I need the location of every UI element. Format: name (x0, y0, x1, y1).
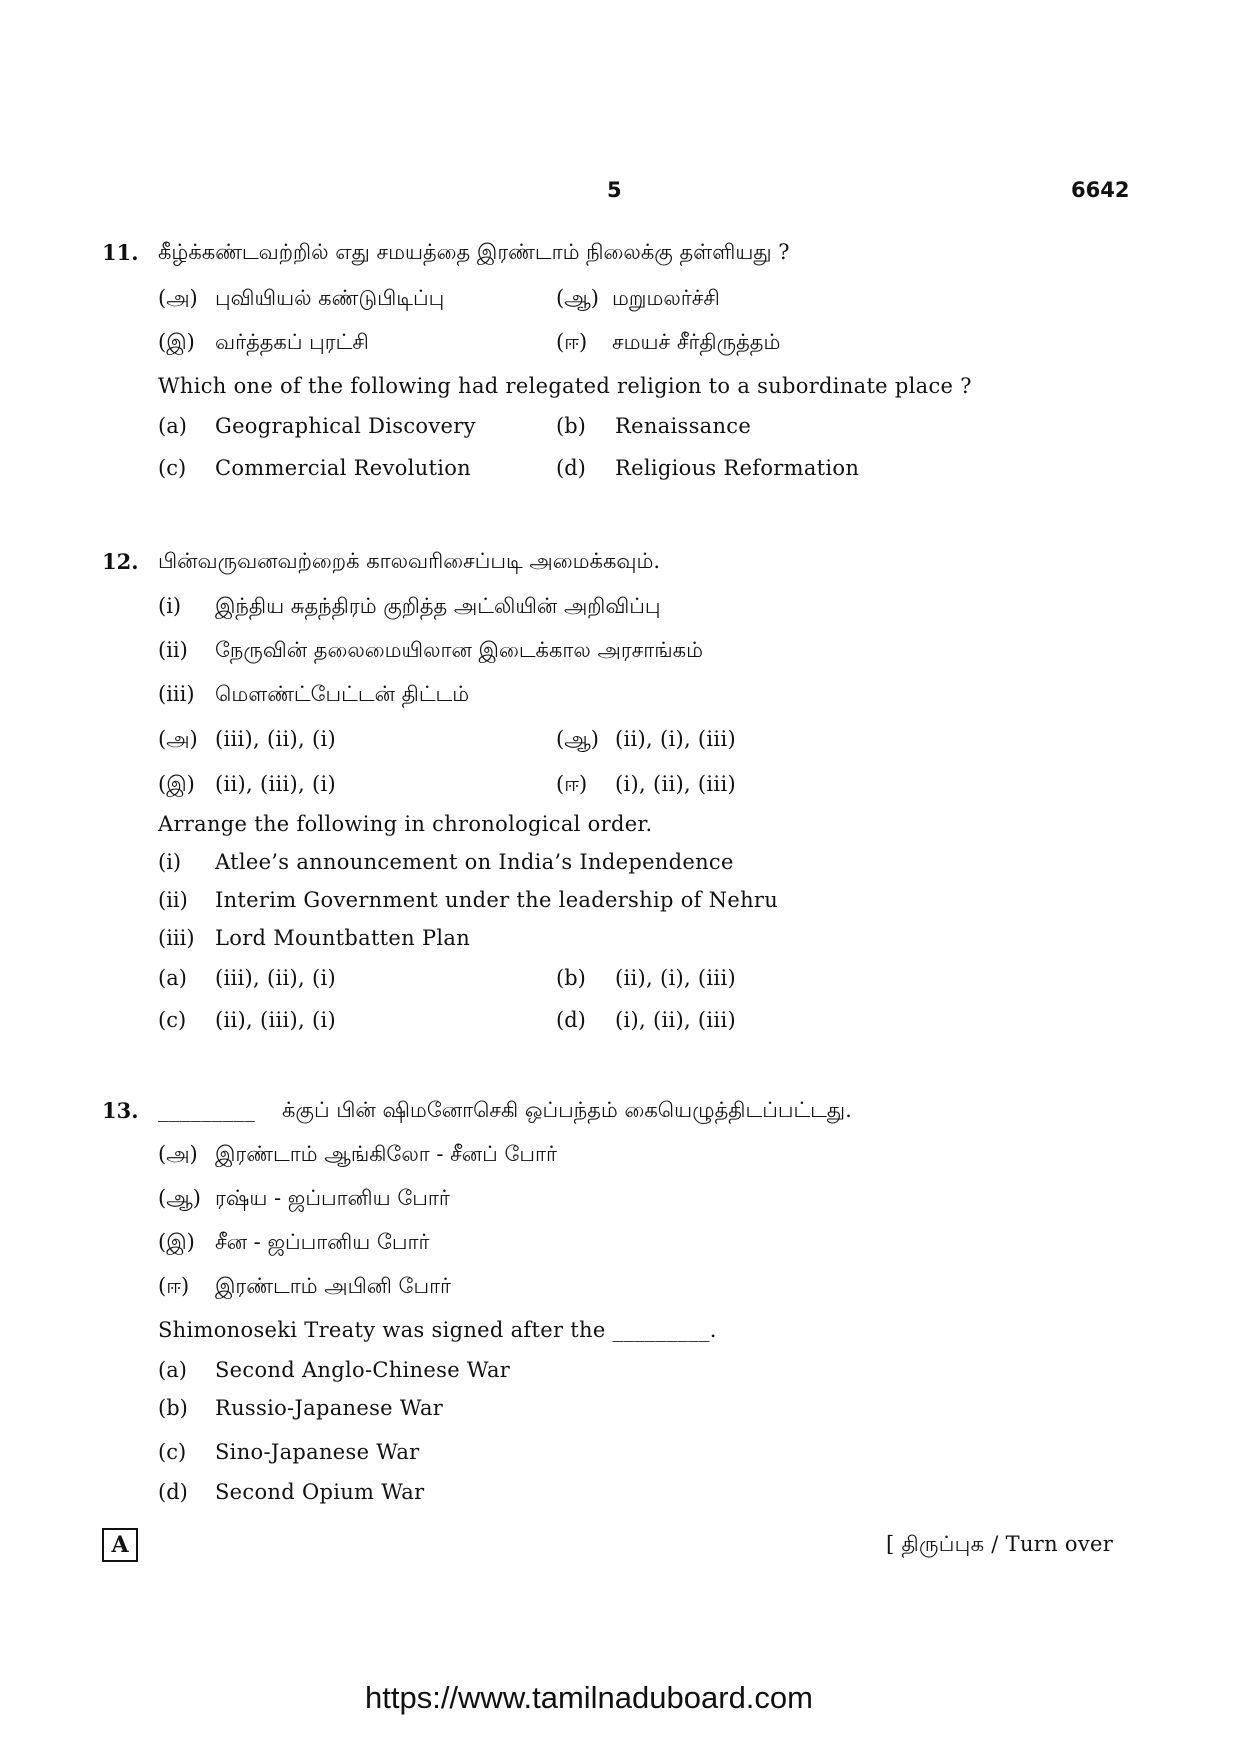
option-label: (அ) (158, 1142, 198, 1166)
option-label: (c) (158, 456, 187, 480)
option-text: Second Anglo-Chinese War (215, 1358, 511, 1382)
option-text: (i), (ii), (iii) (615, 772, 736, 796)
option-label: (அ) (158, 286, 198, 310)
set-letter-box: A (102, 1528, 138, 1562)
question-number: 12. (102, 549, 139, 574)
option-text: (ii), (i), (iii) (615, 727, 736, 751)
option-text: (ii), (iii), (i) (215, 772, 336, 796)
page-number: 5 (607, 178, 622, 202)
option-label: (a) (158, 414, 187, 438)
turn-over-text: [ திருப்புக / Turn over (886, 1532, 1114, 1556)
item-label: (i) (158, 850, 182, 874)
question-text-english: Which one of the following had relegated religion to a subordinate place ? (158, 374, 972, 398)
item-label: (i) (158, 594, 182, 618)
option-label: (ஈ) (556, 330, 588, 354)
option-label: (ஈ) (158, 1274, 190, 1298)
option-text: சமயச் சீர்திருத்தம் (612, 330, 781, 354)
question-text-tamil: க்குப் பின் ஷிமனோசெகி ஒப்பந்தம் கையெழுத்திடப்பட்டது. (282, 1098, 852, 1122)
option-label: (ஈ) (556, 772, 588, 796)
option-label: (c) (158, 1440, 187, 1464)
option-label: (b) (556, 966, 586, 990)
option-text: Religious Reformation (615, 456, 860, 480)
item-text: Interim Government under the leadership of Nehru (215, 888, 779, 912)
option-label: (a) (158, 966, 187, 990)
option-text: Russio-Japanese War (215, 1396, 444, 1420)
option-label: (இ) (158, 330, 195, 354)
question-text-english: Shimonoseki Treaty was signed after the _________. (158, 1318, 717, 1342)
option-text: Second Opium War (215, 1480, 425, 1504)
question-number: 11. (102, 240, 139, 265)
option-label: (அ) (158, 727, 198, 751)
option-text: ரஷ்ய - ஜப்பானிய போர் (215, 1186, 450, 1210)
option-label: (ஆ) (158, 1186, 201, 1210)
option-label: (இ) (158, 772, 195, 796)
option-label: (b) (556, 414, 586, 438)
question-text-tamil: பின்வருவனவற்றைக் காலவரிசைப்படி அமைக்கவும். (158, 549, 661, 573)
option-label: (d) (158, 1480, 188, 1504)
option-text: (iii), (ii), (i) (215, 727, 336, 751)
option-text: இரண்டாம் அபினி போர் (215, 1274, 452, 1298)
option-text: (ii), (i), (iii) (615, 966, 736, 990)
question-text-english: Arrange the following in chronological order. (158, 812, 653, 836)
item-text: மௌண்ட்பேட்டன் திட்டம் (215, 682, 470, 706)
option-label: (d) (556, 1008, 586, 1032)
item-label: (iii) (158, 926, 195, 950)
option-text: சீன - ஜப்பானிய போர் (215, 1230, 430, 1254)
item-text: Lord Mountbatten Plan (215, 926, 471, 950)
option-text: Renaissance (615, 414, 752, 438)
option-label: (d) (556, 456, 586, 480)
item-text: இந்திய சுதந்திரம் குறித்த அட்லியின் அறிவிப்பு (215, 594, 661, 618)
website-url[interactable]: https://www.tamilnaduboard.com (365, 1680, 813, 1715)
option-text: இரண்டாம் ஆங்கிலோ - சீனப் போர் (215, 1142, 557, 1166)
option-text: Commercial Revolution (215, 456, 472, 480)
option-text: புவியியல் கண்டுபிடிப்பு (215, 286, 445, 310)
item-text: Atlee’s announcement on India’s Independence (215, 850, 734, 874)
option-text: வர்த்தகப் புரட்சி (215, 330, 369, 354)
option-text: Geographical Discovery (215, 414, 476, 438)
option-text: (iii), (ii), (i) (215, 966, 336, 990)
item-text: நேருவின் தலைமையிலான இடைக்கால அரசாங்கம் (215, 638, 703, 662)
option-label: (c) (158, 1008, 187, 1032)
option-text: Sino-Japanese War (215, 1440, 420, 1464)
option-label: (ஆ) (556, 286, 599, 310)
option-label: (b) (158, 1396, 188, 1420)
blank-line: _________ (158, 1098, 256, 1122)
option-label: (இ) (158, 1230, 195, 1254)
question-text-tamil: கீழ்க்கண்டவற்றில் எது சமயத்தை இரண்டாம் நிலைக்கு தள்ளியது ? (158, 240, 790, 264)
option-text: (i), (ii), (iii) (615, 1008, 736, 1032)
option-text: (ii), (iii), (i) (215, 1008, 336, 1032)
item-label: (ii) (158, 638, 188, 662)
question-number: 13. (102, 1098, 139, 1123)
option-label: (a) (158, 1358, 187, 1382)
option-label: (ஆ) (556, 727, 599, 751)
option-text: மறுமலர்ச்சி (612, 286, 720, 310)
paper-code: 6642 (1071, 178, 1130, 202)
item-label: (iii) (158, 682, 195, 706)
item-label: (ii) (158, 888, 188, 912)
